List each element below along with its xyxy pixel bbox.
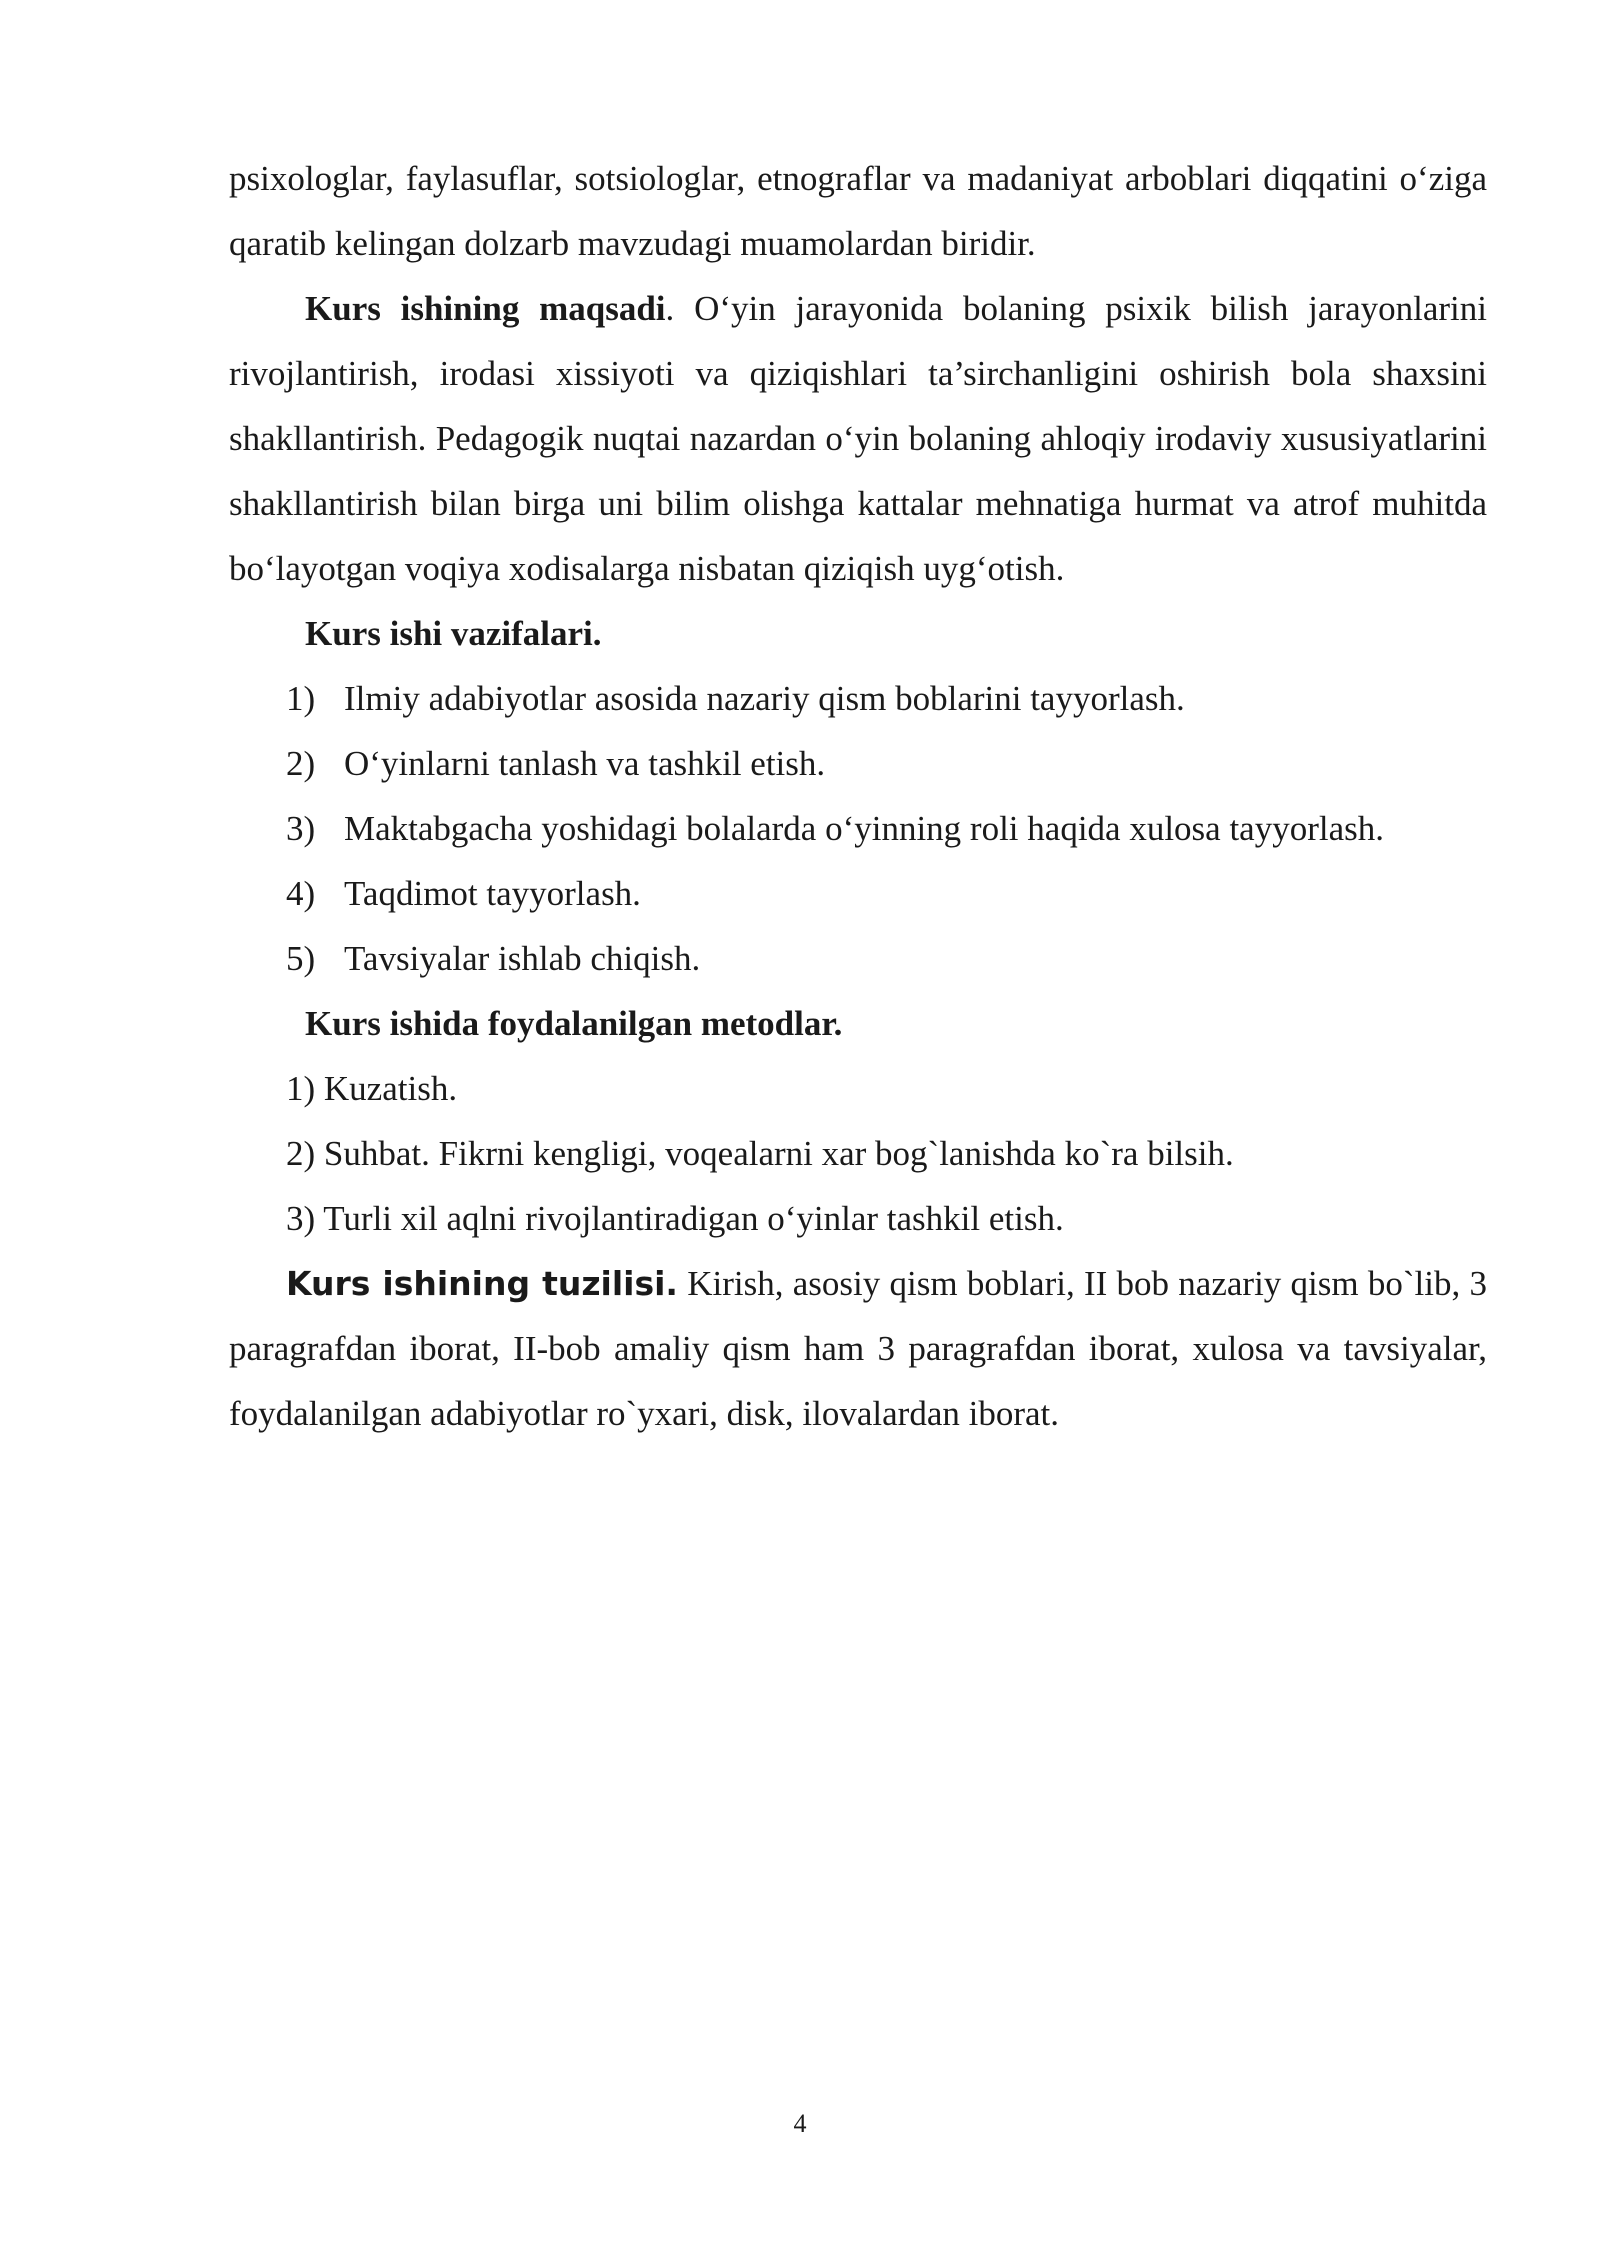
list-item: [229, 666, 1487, 731]
list-item: 3) Turli xil aqlni rivojlantiradigan o‘yinlar tashkil etish.: [286, 1199, 1064, 1238]
page-number: 4: [793, 2109, 807, 2138]
list-item: 1) Kuzatish.: [286, 1069, 458, 1108]
list-item-number: 2): [286, 744, 316, 783]
list-item-number: 5): [286, 939, 316, 978]
structure-paragraph: [229, 1251, 1487, 1446]
document-page: [229, 146, 1487, 1446]
list-item: [229, 861, 1487, 926]
tasks-heading: Kurs ishi vazifalari.: [305, 614, 602, 653]
list-item-number: 3): [286, 809, 316, 848]
list-item: 2) Suhbat. Fikrni kengligi, voqealarni xar bog`lanishda ko`ra bilsih.: [286, 1134, 1234, 1173]
methods-heading: Kurs ishida foydalanilgan metodlar.: [305, 1004, 843, 1043]
structure-label: Kurs ishining tuzilisi.: [286, 1264, 678, 1303]
purpose-text: . O‘yin jarayonida bolaning psixik bilish jarayonlarini rivojlantirish, irodasi xissiyoti va qiziqishlari ta’sirchanligini oshirish bola shaxsini shakllantirish. Pedagogik nuqtai nazardan o‘yin bolaning ahloqiy irodaviy xususiyatlarini shakllantirish bilan birga uni bilim olishga kattalar mehnatiga hurmat va atrof muhitda bo‘layotgan voqiya xodisalarga nisbatan qiziqish uyg‘otish.: [229, 289, 1487, 588]
purpose-paragraph: [229, 276, 1487, 601]
intro-paragraph: psixologlar, faylasuflar, sotsiologlar, etnograflar va madaniyat arboblari diqqatini o‘ziga qaratib kelingan dolzarb mavzudagi muamolardan biridir.: [229, 159, 1487, 263]
methods-list: [229, 1056, 1487, 1251]
purpose-label: Kurs ishining maqsadi: [305, 289, 666, 328]
list-item-number: 4): [286, 874, 316, 913]
list-item: [229, 796, 1487, 861]
structure-text: Kirish, asosiy qism boblari, II bob nazariy qism bo`lib, 3 paragrafdan iborat, II-bob amaliy qism ham 3 paragrafdan iborat, xulosa va tavsiyalar, foydalanilgan adabiyotlar ro`yxari, disk, ilovalardan iborat.: [229, 1264, 1487, 1433]
list-item: [229, 731, 1487, 796]
list-item-text: Ilmiy adabiyotlar asosida nazariy qism boblarini tayyorlash.: [344, 679, 1185, 718]
tasks-list: [229, 666, 1487, 991]
list-item-text: O‘yinlarni tanlash va tashkil etish.: [344, 744, 826, 783]
list-item: [229, 926, 1487, 991]
list-item-text: Tavsiyalar ishlab chiqish.: [344, 939, 701, 978]
list-item-number: 1): [286, 679, 316, 718]
list-item-text: Taqdimot tayyorlash.: [344, 874, 641, 913]
list-item-text: Maktabgacha yoshidagi bolalarda o‘yinning roli haqida xulosa tayyorlash.: [344, 809, 1385, 848]
